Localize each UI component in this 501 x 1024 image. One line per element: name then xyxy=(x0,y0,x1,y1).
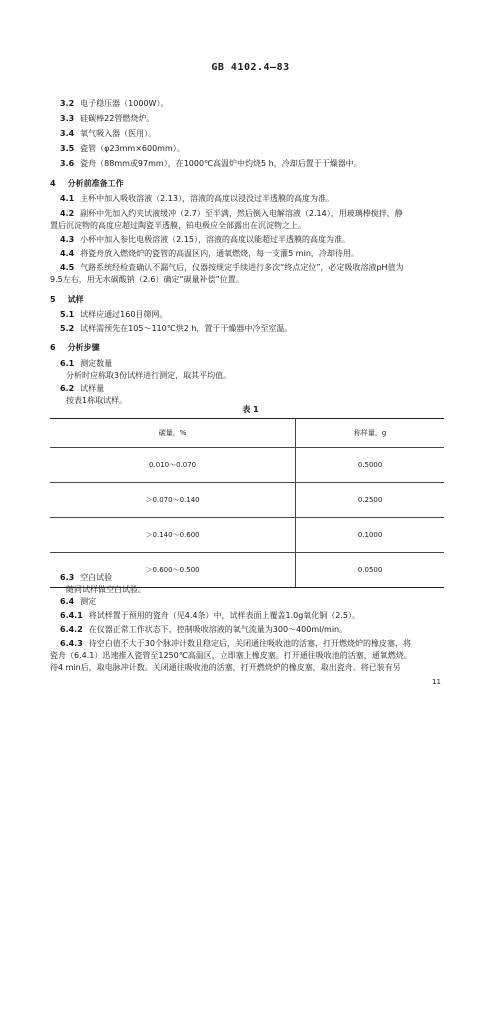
item-4-4 xyxy=(60,248,359,259)
item-4-2 xyxy=(60,208,403,219)
item-4-3 xyxy=(60,234,350,245)
item-text: 待空白值不大于30个脉冲计数且稳定后，关闭通往吸收池的活塞，打开燃烧炉的橡皮塞，将 xyxy=(88,639,411,648)
item-text: 试样需预先在105～110℃烘2 h，置于干燥器中冷至室温。 xyxy=(80,324,293,333)
page-number: 11 xyxy=(432,678,441,686)
item-3-5 xyxy=(60,143,185,154)
sample-weight-table xyxy=(50,418,444,588)
item-4-1 xyxy=(60,193,334,204)
table-cell-carbon: ＞0.140～0.600 xyxy=(50,518,296,553)
item-text: 置后沉淀物的高度应超过陶瓷半透膜，铂电极应全部露出在沉淀物之上。 xyxy=(50,221,306,230)
section-4-heading xyxy=(50,178,124,189)
section-number: 5 xyxy=(50,295,56,304)
item-text: 将试样置于预用的瓷舟（见4.4条）中，试样表面上覆盖1.0g氧化铜（2.5）。 xyxy=(88,611,361,620)
item-4-5 xyxy=(60,262,404,273)
item-text: 氧气吸入器（医用）。 xyxy=(80,129,157,138)
item-6-4-3-cont1 xyxy=(50,650,412,661)
item-number: 3.3 xyxy=(60,114,75,123)
item-6-4-1 xyxy=(60,610,360,621)
item-number: 6.3 xyxy=(60,573,75,582)
item-text: 分析时应称取3份试样进行测定，取其平均值。 xyxy=(66,371,232,380)
item-text: 9.5左右，用无水碳酸钠（2.6）确定“碳量补偿”位置。 xyxy=(50,275,244,284)
item-text: 主杯中加入吸收溶液（2.13），溶液的高度以浸没过半透膜的高度为准。 xyxy=(80,194,334,203)
item-6-2-heading xyxy=(60,383,104,394)
item-text: 副杯中先加入约夹试液缓冲（2.7）至半满，然后倒入电解溶液（2.14），用玻璃棒搅拌，静 xyxy=(80,209,403,218)
item-text: 瓷舟（6.4.1）迅速推入瓷管至1250℃高温区，立即塞上橡皮塞。打开通往吸收池的活塞，通氧燃烧。 xyxy=(50,651,412,660)
item-4-2-cont xyxy=(50,220,306,231)
item-text: 随同试样做空白试验。 xyxy=(66,585,146,594)
item-text: 试样应通过160目筛网。 xyxy=(80,310,168,319)
table-header-weight: 称样量，g xyxy=(296,419,444,448)
item-number: 4.1 xyxy=(60,194,75,203)
item-6-4-2 xyxy=(60,624,347,635)
table-cell-weight: 0.5000 xyxy=(296,448,444,483)
table-row xyxy=(50,483,444,518)
table-cell-weight: 0.1000 xyxy=(296,518,444,553)
table-header-carbon: 碳量，% xyxy=(50,419,296,448)
table-cell-weight: 0.2500 xyxy=(296,483,444,518)
item-5-1 xyxy=(60,309,167,320)
item-number: 6.4 xyxy=(60,597,75,606)
item-number: 6.4.3 xyxy=(60,639,83,648)
item-3-3 xyxy=(60,113,154,124)
item-title: 测定 xyxy=(80,597,97,606)
item-6-1-heading xyxy=(60,358,112,369)
item-number: 5.2 xyxy=(60,324,75,333)
item-number: 6.4.1 xyxy=(60,611,83,620)
item-number: 4.5 xyxy=(60,263,75,272)
item-number: 6.1 xyxy=(60,359,75,368)
item-number: 3.4 xyxy=(60,129,75,138)
item-text: 硅碳棒22管燃烧炉。 xyxy=(80,114,155,123)
item-number: 3.6 xyxy=(60,159,75,168)
section-title: 分析前准备工作 xyxy=(67,179,124,188)
item-6-3-heading xyxy=(60,572,112,583)
item-text: 按表1称取试样。 xyxy=(66,396,128,405)
item-number: 4.2 xyxy=(60,209,75,218)
section-5-heading xyxy=(50,294,84,305)
table-row xyxy=(50,448,444,483)
item-text: 气路系统经检查确认不漏气后，仪器按规定手续进行多次“终点定位”，必定吸收溶液pH值为 xyxy=(80,263,404,272)
table-row xyxy=(50,518,444,553)
item-4-5-cont xyxy=(50,274,244,285)
item-text: 瓷舟（88mm或97mm），在1000℃高温炉中灼烧5 h，冷却后置于干燥器中。 xyxy=(80,159,362,168)
item-6-1-body xyxy=(66,370,231,381)
item-number: 6.4.2 xyxy=(60,625,83,634)
table-caption: 表 1 xyxy=(242,405,259,414)
item-number: 4.3 xyxy=(60,235,75,244)
section-title: 试样 xyxy=(67,295,84,304)
table-cell-carbon: ＞0.600～0.500 xyxy=(50,553,296,588)
item-6-4-heading xyxy=(60,596,96,607)
item-3-2 xyxy=(60,98,168,109)
table-cell-weight: 0.0500 xyxy=(296,553,444,588)
item-text: 待4 min后，取电脉冲计数。关闭通往吸收池的活塞，打开燃烧炉的橡皮塞，取出瓷舟。将已装有另 xyxy=(50,663,401,672)
item-text: 瓷管（φ23mm×600mm）。 xyxy=(80,144,185,153)
item-title: 试样量 xyxy=(80,384,105,393)
item-6-4-3 xyxy=(60,638,411,649)
item-number: 6.2 xyxy=(60,384,75,393)
item-number: 5.1 xyxy=(60,310,75,319)
item-text: 电子稳压器（1000W）。 xyxy=(80,99,169,108)
item-title: 测定数量 xyxy=(80,359,113,368)
item-number: 3.5 xyxy=(60,144,75,153)
item-title: 空白试验 xyxy=(80,573,113,582)
item-text: 将瓷舟放入燃烧炉的瓷管的高温区内，通氧燃烧，每一支灌5 min，冷却待用。 xyxy=(80,249,359,258)
item-5-2 xyxy=(60,323,292,334)
item-number: 4.4 xyxy=(60,249,75,258)
table-cell-carbon: ＞0.070～0.140 xyxy=(50,483,296,518)
section-number: 4 xyxy=(50,179,56,188)
item-3-4 xyxy=(60,128,156,139)
table-cell-carbon: 0.010～0.070 xyxy=(50,448,296,483)
item-3-6 xyxy=(60,158,362,169)
item-text: 小杯中加入参比电极溶液（2.15），溶液的高度以能超过半透膜的高度为准。 xyxy=(80,235,350,244)
section-6-heading xyxy=(50,342,100,353)
section-title: 分析步骤 xyxy=(67,343,100,352)
section-number: 6 xyxy=(50,343,56,352)
item-6-3-body xyxy=(66,584,146,595)
page-header: GB 4102.4—83 xyxy=(211,62,290,73)
item-6-4-3-cont2 xyxy=(50,662,401,673)
item-text: 在仪器正常工作状态下，控制吸收溶液的氧气流量为300～400ml/min。 xyxy=(88,625,348,634)
table-header-row xyxy=(50,419,444,448)
item-number: 3.2 xyxy=(60,99,75,108)
